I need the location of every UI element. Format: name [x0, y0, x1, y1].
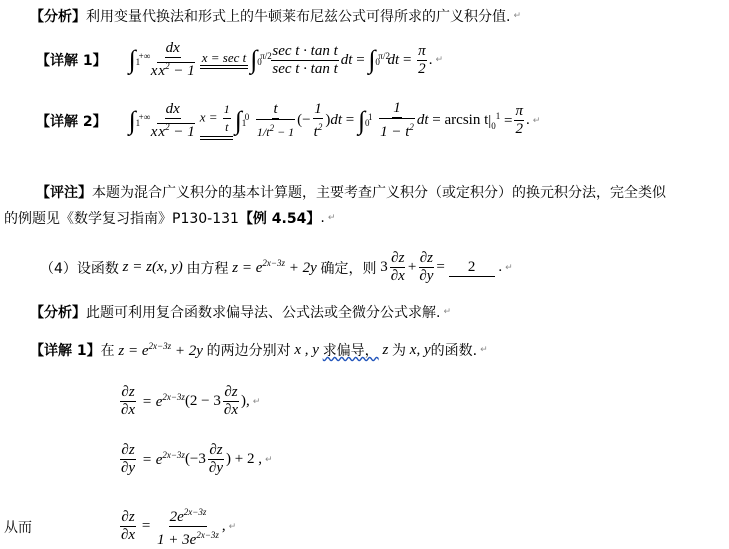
- comment-label: 【评注】: [36, 185, 92, 201]
- equation-dzdx: $\frac{\partial z}{\partial x}$ = $e^{2x-3z}$ (2 − 3 $\frac{\partial z}{\partial x}$ ), ↵: [121, 384, 261, 418]
- substitution-2: x = $\frac{1}{t}$: [200, 101, 233, 140]
- comment-text: 本题为混合广义积分的基本计算题，主要考查广义积分（或定积分）的换元积分法，完全类似: [92, 185, 666, 201]
- comment-1: [36, 182, 666, 202]
- comment-2: 的例题见《数学复习指南》P130-131 【例 4.54】 . ↵: [4, 210, 336, 227]
- equation-dzdy: $\frac{\partial z}{\partial y}$ = $e^{2x-3z}$ (−3 $\frac{\partial z}{\partial y}$ ) + 2 , ↵: [121, 442, 273, 476]
- analysis-2: 【分析】 此题可利用复合函数求偏导法、公式法或全微分公式求解. ↵: [30, 305, 451, 321]
- answer-blank: 2: [449, 259, 495, 277]
- solution-1-label: 【详解 1】: [36, 53, 107, 69]
- substitution: x = sec t: [200, 51, 249, 69]
- analysis-label: 【分析】: [30, 9, 86, 25]
- reference: 【例 4.54】: [238, 211, 321, 227]
- integral-sign-2: ∫ π/2 0: [250, 45, 272, 74]
- integral-sign: ∫ +∞ 1: [128, 45, 151, 74]
- fraction-dx: $\frac{dx}{xx^2 - 1}$: [150, 40, 195, 79]
- analysis-1: [30, 6, 521, 26]
- solution-1: 【详解 1】 ∫ +∞ 1 $\frac{dx}{xx^2 - 1}$ x = sec t ∫ π/2 0 $\frac{\text{sec t · tan t}}{\text{sec t · tan t}}$ dt = ∫ π/2 0 dt = $\frac{\pi}{2}$ . ↵: [36, 40, 443, 79]
- paragraph-mark: ↵: [513, 11, 521, 21]
- problem-4: （4）设函数 z = z(x, y) 由方程 $z = e^{2x-3z} + 2y$ 确定，则 3 $\frac{\partial z}{\partial x}$ + $\frac{\partial z}{\partial y}$ = 2 . ↵: [40, 250, 513, 284]
- arcsin: arcsin t: [444, 112, 489, 128]
- equation-result: 从而 $\frac{\partial z}{\partial x}$ = $\frac{2e^{2x-3z}}{1 + 3e^{2x-3z}}$ , ↵: [4, 504, 236, 549]
- integral-sign-3: ∫ π/2 0: [368, 45, 390, 74]
- analysis-text: 利用变量代换法和形式上的牛顿莱布尼兹公式可得所求的广义积分值.: [86, 9, 511, 25]
- solution-partial: 【详解 1】 在 $z = e^{2x-3z} + 2y$ 的两边分别对 x , y 求偏导， z 为 x, y 的函数. ↵: [30, 340, 488, 359]
- solution-2-label: 【详解 2】: [36, 113, 107, 130]
- fraction-sec: $\frac{\text{sec t · tan t}}{\text{sec t · tan t}}$: [272, 42, 338, 77]
- solution-2: 【详解 2】 ∫ +∞ 1 $\frac{dx}{xx^2 - 1}$ x = $\frac{1}{t}$ ∫ 0 1 $\frac{t}{1/t^2 - 1}$ (− $\frac{1}{t^2}$ ) dt = ∫ 1 0 $\frac{1}{1 - t^2}$ dt = arcsin t $|_0^1$ = $\frac{\pi}{2}$ . ↵: [36, 100, 541, 140]
